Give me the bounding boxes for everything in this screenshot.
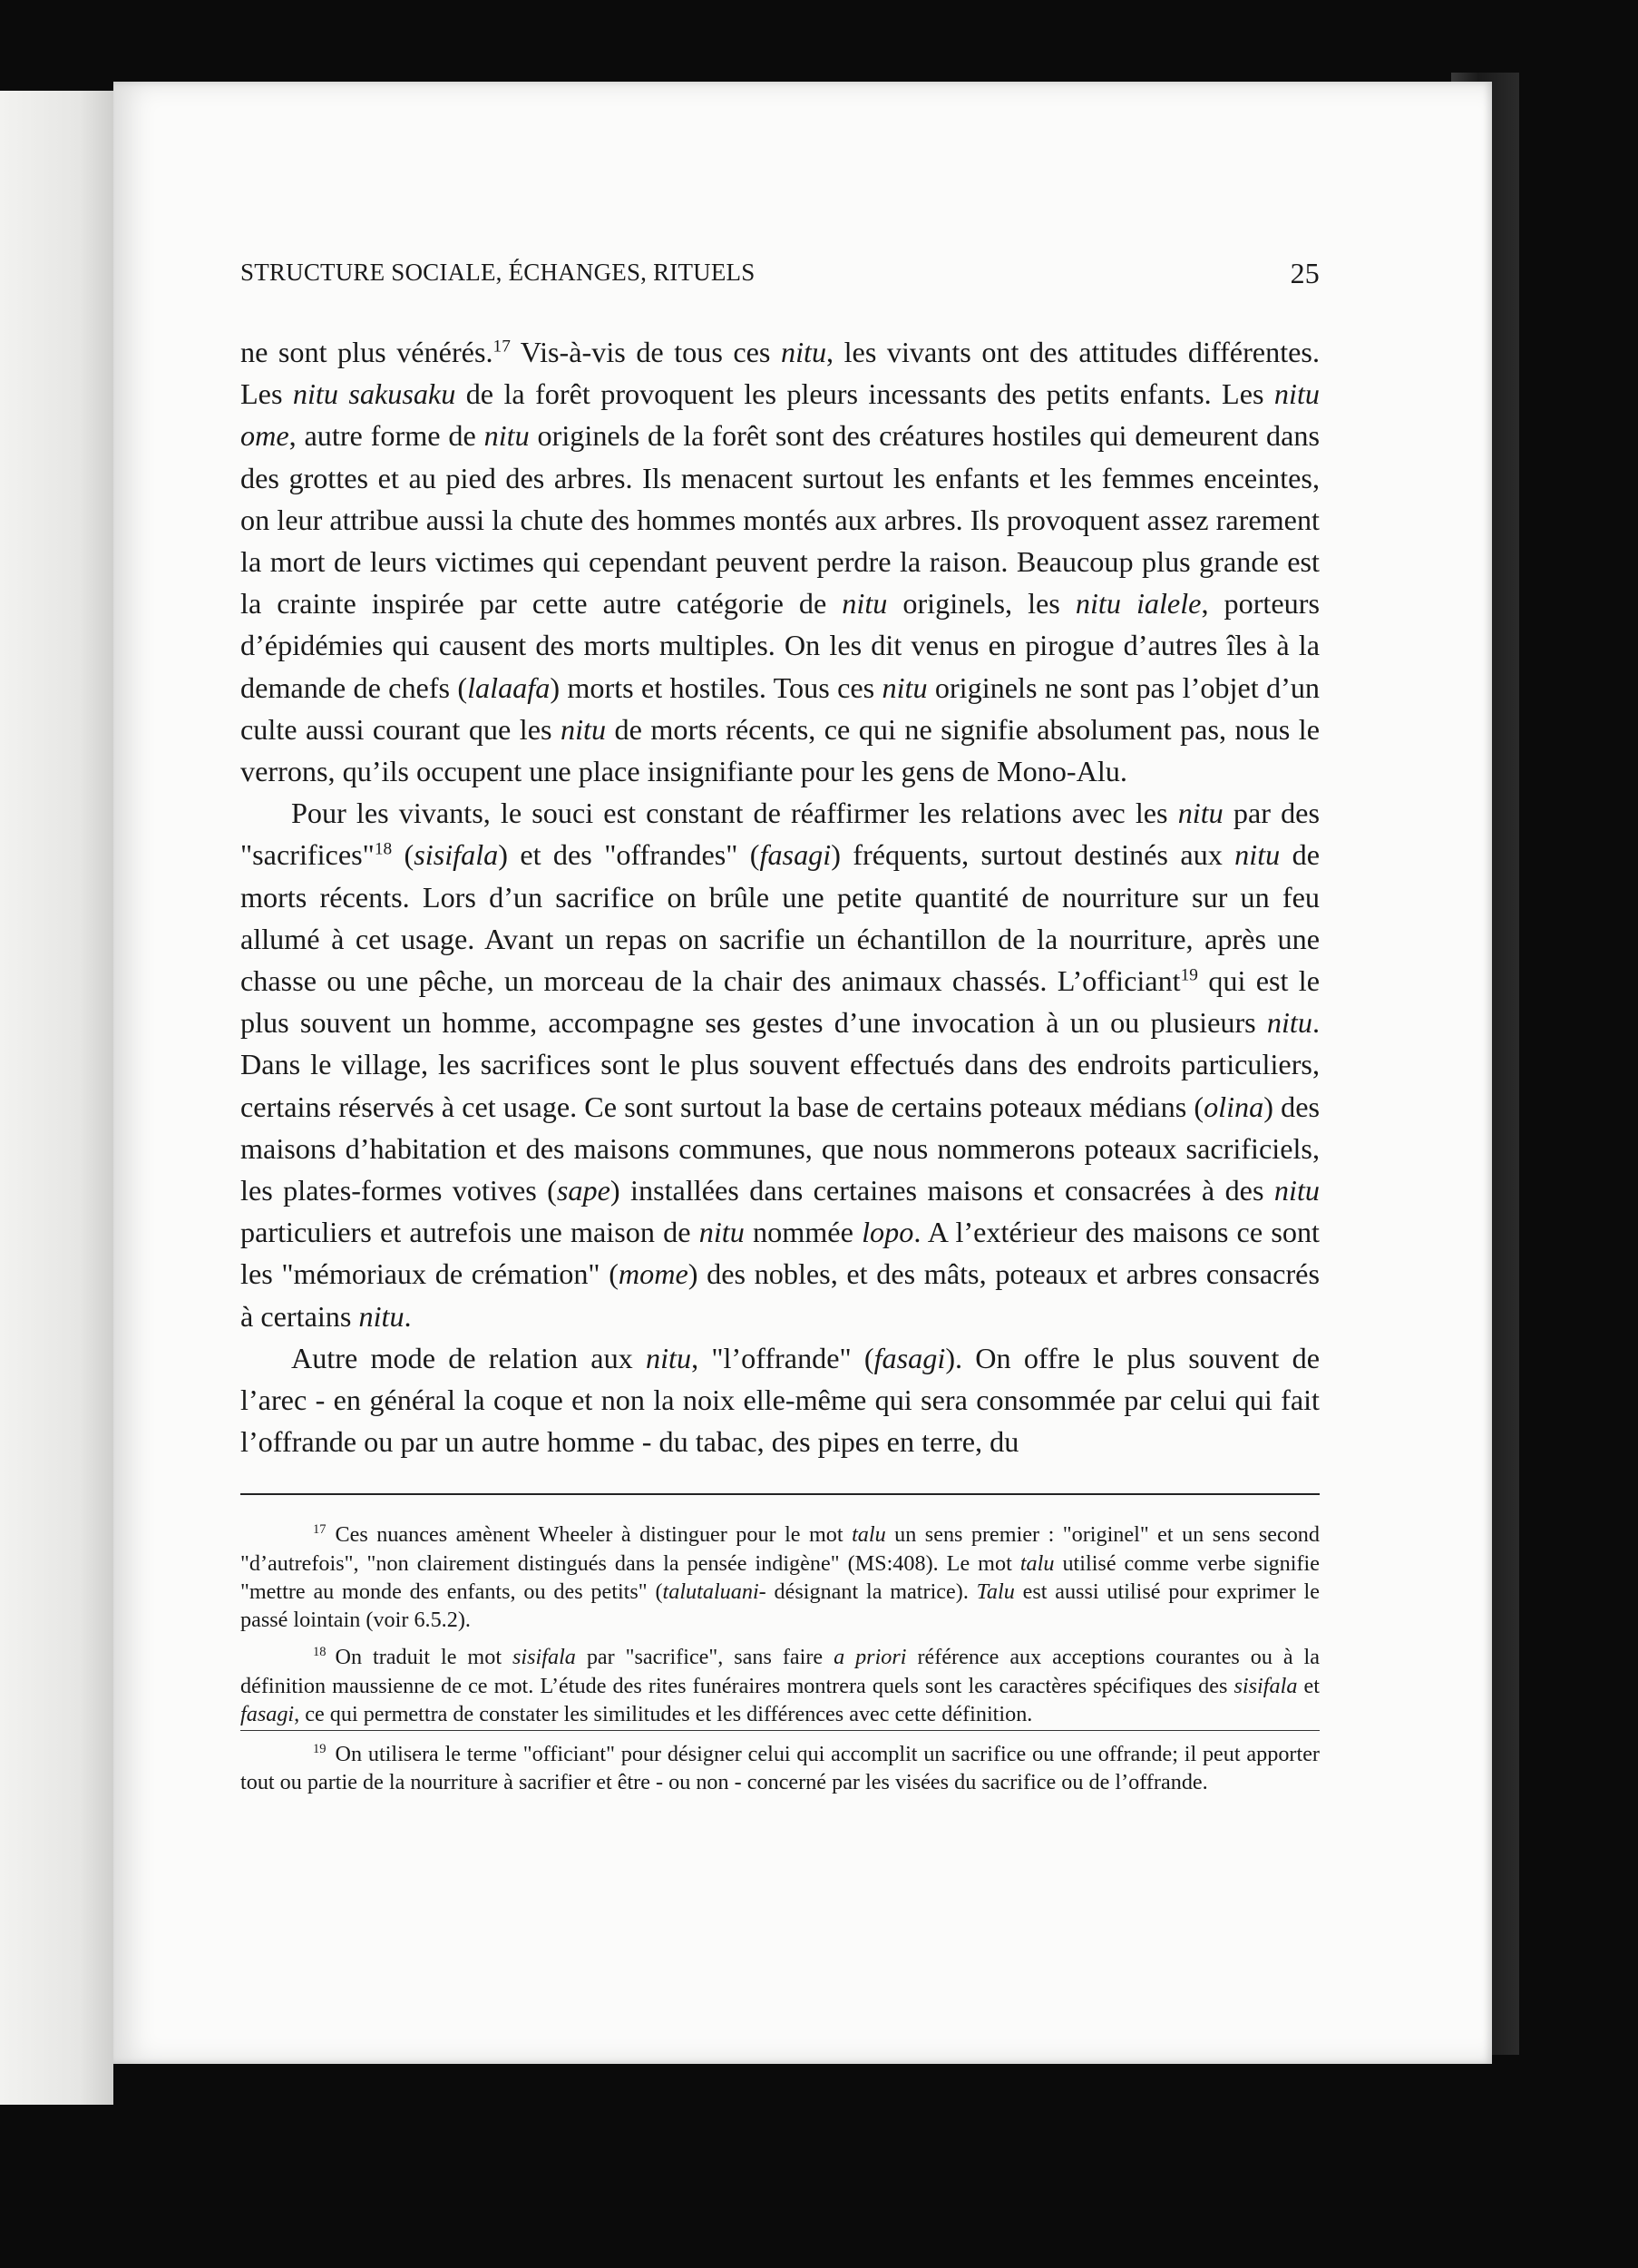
text-run: originels ne sont pas l’objet d’un culte aussi courant que les	[240, 670, 1321, 746]
italic-term: lalaafa	[467, 670, 551, 704]
text-run: , porteurs d’épidémies qui causent des morts multiples. On les dit venus en pirogue d’autres îles à la demande de chefs (	[240, 587, 1320, 704]
running-header	[240, 259, 1320, 313]
text-run: référence aux acceptions courantes ou à la définition maussienne de ce mot. L’étude des rites funéraires montrera quels sont les caractères spécifiques des	[240, 1645, 1320, 1698]
text-run: ) et des "offrandes" (	[498, 838, 760, 872]
text-run: , les vivants ont des attitudes différentes. Les	[240, 336, 1320, 411]
italic-term: mome	[618, 1257, 688, 1291]
text-run: (	[392, 838, 414, 872]
text-run: , ce qui permettra de constater les similitudes et les différences avec cette définition.	[294, 1701, 1033, 1726]
text-run: . A l’extérieur des maisons ce sont les "mémoriaux de crémation" (	[240, 1216, 1320, 1291]
book-page	[113, 82, 1492, 2064]
text-run: nommée	[744, 1216, 863, 1249]
text-run: utilisé comme verbe signifie "mettre au monde des enfants, ou des petits" (	[240, 1550, 1320, 1604]
italic-term: nitu	[1177, 797, 1224, 830]
text-run: .	[404, 1299, 412, 1333]
italic-term: nitu sakusaku	[292, 377, 456, 411]
italic-term: a priori	[834, 1645, 907, 1670]
text-run: ) installées dans certaines maisons et consacrées à des	[609, 1174, 1274, 1207]
running-title: STRUCTURE SOCIALE, ÉCHANGES, RITUELS	[240, 259, 756, 286]
text-run: ne sont plus vénérés.	[240, 336, 493, 368]
paragraph	[240, 1337, 1320, 1463]
text-run: , autre forme de	[288, 419, 484, 453]
italic-term: olina	[1204, 1090, 1264, 1123]
text-run: Pour les vivants, le souci est constant de réaffirmer les relations avec les	[291, 797, 1178, 830]
text-run: ) morts et hostiles. Tous ces	[550, 670, 882, 704]
footnote-number: 18	[313, 1645, 327, 1660]
text-run: ) des maisons d’habitation et des maisons communes, que nous nommerons poteaux sacrificiels, les plates-formes votives (	[240, 1090, 1321, 1207]
text-run: On utilisera le terme "officiant" pour désigner celui qui accomplit un sacrifice ou une offrande; il peut apporter tout ou partie de la nourriture à sacrifier et être - ou non - concerné par les visées du sacrifice ou de l’offrande.	[240, 1741, 1320, 1795]
footnote-reference: 18	[374, 839, 393, 859]
italic-term: nitu	[780, 336, 827, 368]
italic-term: talu	[852, 1522, 886, 1548]
italic-term: nitu	[1234, 838, 1281, 872]
italic-term: nitu	[358, 1299, 405, 1333]
italic-term: sisifala	[512, 1645, 576, 1670]
text-run: Ces nuances amènent Wheeler à distinguer pour le mot	[335, 1522, 853, 1548]
text-run: , "l’offrande" (	[691, 1341, 874, 1374]
footnote-number: 19	[313, 1741, 327, 1756]
page-content	[240, 259, 1320, 1796]
italic-term: Talu	[976, 1579, 1015, 1604]
text-run: est aussi utilisé pour exprimer le passé lointain (voir 6.5.2).	[240, 1579, 1320, 1633]
text-run: par "sacrifice", sans faire	[575, 1645, 834, 1670]
text-run: ) des nobles, et des mâts, poteaux et arbres consacrés à certains	[240, 1257, 1320, 1333]
text-run: par des "sacrifices"	[240, 797, 1320, 872]
text-run: Vis-à-vis de tous ces	[510, 336, 781, 368]
text-run: Autre mode de relation aux	[291, 1341, 646, 1374]
previous-page-edge	[0, 91, 113, 2105]
text-run: de morts récents, ce qui ne signifie absolument pas, nous le verrons, qu’ils occupent une place insignifiante pour les gens de Mono-Alu.	[240, 712, 1320, 788]
footnote-number: 17	[313, 1522, 327, 1538]
text-run: un sens premier : "originel" et un sens second "d’autrefois", "non clairement distingués dans la pensée indigène" (MS:408). Le mot	[240, 1522, 1320, 1576]
italic-term: fasagi	[240, 1701, 295, 1726]
footnote-reference: 19	[1180, 965, 1198, 985]
footnote	[240, 1740, 1320, 1796]
text-run: . Dans le village, les sacrifices sont le plus souvent effectués dans des endroits particuliers, certains réservés à cet usage. Ce sont surtout la base de certains poteaux médians (	[240, 1006, 1320, 1123]
italic-term: nitu	[1273, 1174, 1320, 1207]
footnote	[240, 1643, 1320, 1731]
italic-term: talu	[1019, 1550, 1055, 1576]
italic-term: nitu	[645, 1341, 692, 1374]
italic-term: fasagi	[873, 1341, 946, 1374]
italic-term: sisifala	[1233, 1673, 1298, 1698]
italic-term: nitu	[882, 670, 928, 704]
text-run: de la forêt provoquent les pleurs incessants des petits enfants. Les	[455, 377, 1274, 411]
page-number: 25	[1290, 257, 1320, 289]
text-run: particuliers et autrefois une maison de	[240, 1216, 699, 1249]
italic-term: nitu	[842, 587, 888, 621]
italic-term: nitu	[560, 712, 607, 746]
italic-term: nitu	[483, 419, 530, 453]
paragraph	[240, 792, 1320, 1337]
italic-term: nitu	[698, 1216, 745, 1249]
footnote-separator	[240, 1493, 1320, 1495]
footnote-reference: 17	[492, 337, 511, 357]
body-text	[240, 331, 1320, 1462]
italic-term: nitu	[1266, 1006, 1312, 1040]
footnotes	[240, 1520, 1320, 1796]
italic-term: nitu ialele	[1075, 587, 1202, 621]
text-run: ). On offre le plus souvent de l’arec - en général la coque et non la noix elle-même qui sera consommée par celui qui fait l’offrande ou par un autre homme - du tabac, des pipes en terre, du	[240, 1341, 1320, 1459]
footnote	[240, 1520, 1320, 1634]
text-run: On traduit le mot	[335, 1645, 512, 1670]
text-run: désignant la matrice).	[765, 1579, 977, 1604]
italic-term: nitu ome	[240, 377, 1320, 453]
italic-term: fasagi	[759, 838, 832, 872]
text-run: ) fréquents, surtout destinés aux	[831, 838, 1235, 872]
text-run: qui est le plus souvent un homme, accompagne ses gestes d’une invocation à un ou plusieurs	[240, 964, 1320, 1040]
text-run: et	[1297, 1673, 1320, 1698]
italic-term: talutaluani-	[662, 1579, 766, 1604]
italic-term: lopo	[862, 1216, 914, 1249]
text-run: de morts récents. Lors d’un sacrifice on brûle une petite quantité de nourriture sur un feu allumé à cet usage. Avant un repas on sacrifie un échantillon de la nourriture, après une chasse ou une pêche, un morceau de la chair des animaux chassés. L’officiant	[240, 838, 1320, 998]
italic-term: sape	[556, 1174, 610, 1207]
text-run: originels de la forêt sont des créatures hostiles qui demeurent dans des grottes et au pied des arbres. Ils menacent surtout les enfants et les femmes enceintes, on leur attribue aussi la chute des hommes montés aux arbres. Ils provoquent assez rarement la mort de leurs victimes qui cependant peuvent perdre la raison. Beaucoup plus grande est la crainte inspirée par cette autre catégorie de	[240, 419, 1320, 621]
text-run: originels, les	[887, 587, 1076, 621]
paragraph	[240, 331, 1320, 792]
italic-term: sisifala	[414, 838, 499, 872]
